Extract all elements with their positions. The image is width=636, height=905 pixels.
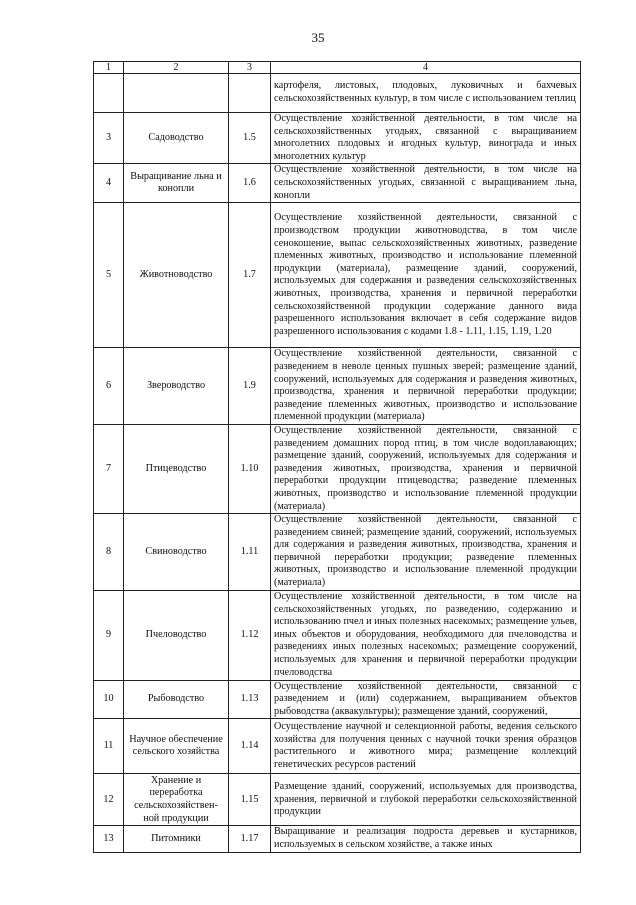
- land-use-table: [93, 61, 581, 853]
- table-row: [94, 514, 581, 591]
- land-use-code-cell: [229, 74, 271, 113]
- header-cell-4: 4: [271, 62, 581, 74]
- land-use-code-cell: 1.5: [229, 113, 271, 164]
- land-use-description-cell: Осуществление хозяйственной деятельности, связанной с разведением свиней; размещение зданий, сооружений, используемых для содержания и разведения животных, производства, хранения и первичной переработки продукции; разведение племенных животных, производство и использование племенной продукции (материала): [271, 514, 581, 591]
- land-use-code-cell: 1.7: [229, 203, 271, 348]
- table-row: [94, 348, 581, 425]
- table-row: [94, 74, 581, 113]
- table-row: [94, 113, 581, 164]
- land-use-name-cell: Свиноводство: [124, 514, 229, 591]
- land-use-code-cell: 1.14: [229, 719, 271, 774]
- row-number-cell: 3: [94, 113, 124, 164]
- row-number-cell: 7: [94, 424, 124, 513]
- land-use-name-cell: Хранение и переработка сельскохозяйствен-ной продукции: [124, 774, 229, 826]
- land-use-code-cell: 1.10: [229, 424, 271, 513]
- land-use-code-cell: 1.17: [229, 826, 271, 852]
- land-use-description-cell: картофеля, листовых, плодовых, луковичных и бахчевых сельскохозяйственных культур, в том числе с использованием теплиц: [271, 74, 581, 113]
- land-use-description-cell: Осуществление научной и селекционной работы, ведения сельского хозяйства для получения ценных с научной точки зрения образцов растительного и животного мира; размещение коллекций генетических ресурсов растений: [271, 719, 581, 774]
- table-row: [94, 680, 581, 719]
- row-number-cell: 10: [94, 680, 124, 719]
- land-use-name-cell: Научное обеспечение сельского хозяйства: [124, 719, 229, 774]
- table-row: [94, 424, 581, 513]
- land-use-name-cell: Садоводство: [124, 113, 229, 164]
- land-use-name-cell: Выращивание льна и конопли: [124, 164, 229, 203]
- land-use-description-cell: Осуществление хозяйственной деятельности, в том числе на сельскохозяйственных угодьях, связанной с выращиванием многолетних плодовых и ягодных культур, винограда и иных многолетних культур: [271, 113, 581, 164]
- land-use-description-cell: Осуществление хозяйственной деятельности, в том числе на сельскохозяйственных угодьях, связанной с выращиванием льна, конопли: [271, 164, 581, 203]
- table-row: [94, 719, 581, 774]
- land-use-description-cell: Осуществление хозяйственной деятельности, связанной с разведением домашних пород птиц, в том числе водоплавающих; размещение зданий, сооружений, используемых для содержания и разведения животных, производства, хранения и первичной переработки продукции птицеводства; разведение племенных животных, производство и использование племенной продукции (материала): [271, 424, 581, 513]
- row-number-cell: 8: [94, 514, 124, 591]
- table-row: [94, 164, 581, 203]
- table-row: [94, 826, 581, 852]
- land-use-name-cell: Пчеловодство: [124, 590, 229, 680]
- header-cell-2: 2: [124, 62, 229, 74]
- row-number-cell: 4: [94, 164, 124, 203]
- table-row: [94, 203, 581, 348]
- land-use-code-cell: 1.6: [229, 164, 271, 203]
- land-use-code-cell: 1.9: [229, 348, 271, 425]
- row-number-cell: 9: [94, 590, 124, 680]
- land-use-name-cell: Питомники: [124, 826, 229, 852]
- table-body: [94, 62, 581, 853]
- land-use-description-cell: Осуществление хозяйственной деятельности, связанной с разведением в неволе ценных пушных зверей; размещение зданий, сооружений, используемых для содержания и разведения животных, производства, хранения и первичной переработки продукции; разведение племенных животных, производство и использование племенной продукции (материала): [271, 348, 581, 425]
- land-use-name-cell: [124, 74, 229, 113]
- land-use-name-cell: Птицеводство: [124, 424, 229, 513]
- header-cell-3: 3: [229, 62, 271, 74]
- header-cell-1: 1: [94, 62, 124, 74]
- land-use-code-cell: 1.11: [229, 514, 271, 591]
- land-use-name-cell: Звероводство: [124, 348, 229, 425]
- land-use-description-cell: Выращивание и реализация подроста деревьев и кустарников, используемых в сельском хозяйстве, а также иных: [271, 826, 581, 852]
- land-use-description-cell: Осуществление хозяйственной деятельности, в том числе на сельскохозяйственных угодьях, по разведению, содержанию и использованию пчел и иных полезных насекомых; размещение ульев, иных объектов и оборудования, необходимого для пчеловодства и разведениях иных полезных насекомых; размещение сооружений, используемых для хранения и первичной переработки продукции пчеловодства: [271, 590, 581, 680]
- land-use-name-cell: Животноводство: [124, 203, 229, 348]
- row-number-cell: 13: [94, 826, 124, 852]
- land-use-code-cell: 1.12: [229, 590, 271, 680]
- row-number-cell: 5: [94, 203, 124, 348]
- land-use-name-cell: Рыбоводство: [124, 680, 229, 719]
- table-row: [94, 590, 581, 680]
- land-use-code-cell: 1.13: [229, 680, 271, 719]
- row-number-cell: 11: [94, 719, 124, 774]
- table-row: [94, 774, 581, 826]
- land-use-description-cell: Осуществление хозяйственной деятельности, связанной с производством продукции животноводства, в том числе сенокошение, выпас сельскохозяйственных животных, разведение племенных животных, производство и использование племенной продукции (материала), размещение зданий, сооружений, используемых для содержания и разведения сельскохозяйственных животных, производства, хранения и первичной переработки сельскохозяйственной продукции содержание данного вида разрешенного использования включает в себя содержание видов разрешенного использования с кодами 1.8 - 1.11, 1.15, 1.19, 1.20: [271, 203, 581, 348]
- row-number-cell: 12: [94, 774, 124, 826]
- row-number-cell: 6: [94, 348, 124, 425]
- land-use-code-cell: 1.15: [229, 774, 271, 826]
- table-header-row: [94, 62, 581, 74]
- land-use-description-cell: Размещение зданий, сооружений, используемых для производства, хранения, первичной и глубокой переработки сельскохозяйственной продукции: [271, 774, 581, 826]
- row-number-cell: [94, 74, 124, 113]
- page-number: 35: [311, 30, 325, 45]
- land-use-description-cell: Осуществление хозяйственной деятельности, связанной с разведением и (или) содержанием, выращиванием объектов рыбоводства (аквакультуры); размещение зданий, сооружений,: [271, 680, 581, 719]
